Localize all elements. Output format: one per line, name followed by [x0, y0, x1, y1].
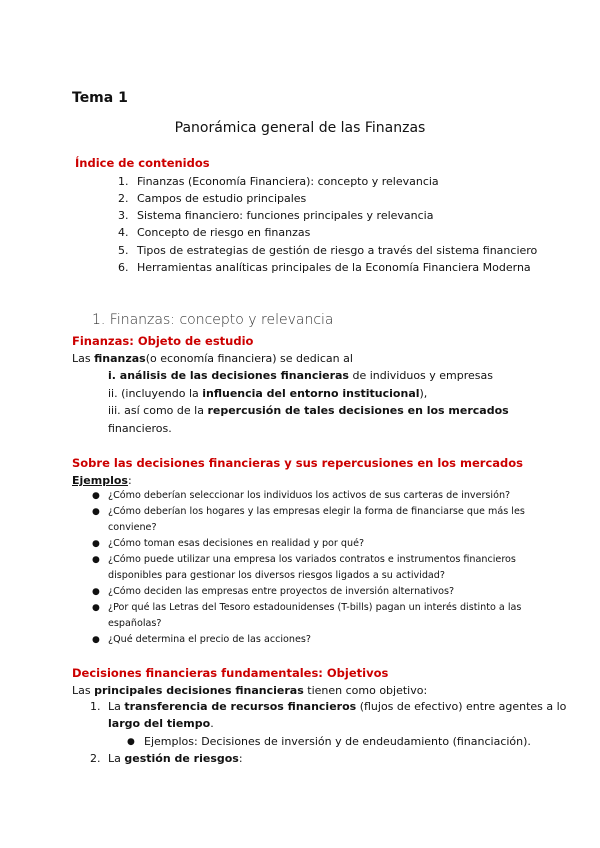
list-item: ¿Cómo toman esas decisiones en realidad y por qué?: [108, 538, 365, 549]
bullet-icon: ●: [92, 507, 100, 517]
decisiones-heading: Sobre las decisiones financieras y sus repercusiones en los mercados: [72, 456, 524, 470]
list-item-cont: españolas?: [108, 618, 162, 629]
index-item: Campos de estudio principales: [137, 192, 307, 205]
page-title: Panorámica general de las Finanzas: [174, 120, 426, 136]
objeto-line-5: financieros.: [108, 422, 172, 435]
index-item: Sistema financiero: funciones principales y relevancia: [137, 209, 434, 222]
list-item-cont: disponibles para gestionar los diversos riesgos ligados a su actividad?: [108, 570, 445, 581]
bullet-icon: ●: [92, 603, 100, 613]
bullet-icon: ●: [92, 635, 100, 645]
objeto-line-4: iii. así como de la repercusión de tales decisiones en los mercados: [108, 404, 509, 417]
fundamentales-heading: Decisiones financieras fundamentales: Objetivos: [72, 666, 389, 680]
bullet-icon: ●: [92, 539, 100, 549]
objeto-line-2: i. análisis de las decisiones financieras de individuos y empresas: [108, 369, 493, 382]
ejemplos-label: Ejemplos:: [72, 474, 132, 487]
fundamentales-item-1: La transferencia de recursos financieros (flujos de efectivo) entre agentes a lo: [108, 700, 567, 713]
list-item: ¿Por qué las Letras del Tesoro estadounidenses (T-bills) pagan un interés distinto a las: [108, 602, 522, 613]
objeto-line-3: ii. (incluyendo la influencia del entorno institucional),: [108, 387, 428, 400]
fundamentales-item-1-cont: largo del tiempo.: [108, 717, 214, 730]
index-num: 2.: [118, 192, 129, 205]
bullet-icon: ●: [92, 587, 100, 597]
index-num: 1.: [118, 175, 129, 188]
fundamentales-intro: Las principales decisiones financieras tienen como objetivo:: [72, 684, 428, 697]
index-item: Concepto de riesgo en finanzas: [137, 226, 311, 239]
list-item: ¿Qué determina el precio de las acciones?: [108, 634, 312, 645]
index-num: 5.: [118, 244, 129, 257]
objeto-heading: Finanzas: Objeto de estudio: [72, 334, 254, 348]
index-num: 4.: [118, 226, 129, 239]
index-item: Finanzas (Economía Financiera): concepto y relevancia: [137, 175, 439, 188]
list-num: 2.: [90, 752, 101, 765]
list-item-cont: conviene?: [108, 522, 157, 533]
section-heading: 1. Finanzas: concepto y relevancia: [92, 312, 334, 328]
index-num: 3.: [118, 209, 129, 222]
bullet-icon: ●: [127, 737, 135, 747]
list-item: ¿Cómo deberían los hogares y las empresas elegir la forma de financiarse que más les: [108, 506, 525, 517]
list-item: ¿Cómo deberían seleccionar los individuos los activos de sus carteras de inversión?: [108, 490, 511, 501]
bullet-icon: ●: [92, 555, 100, 565]
fundamentales-item-2: La gestión de riesgos:: [108, 752, 243, 765]
index-heading: Índice de contenidos: [75, 156, 210, 170]
bullet-icon: ●: [92, 491, 100, 501]
index-item: Herramientas analíticas principales de la Economía Financiera Moderna: [137, 261, 531, 274]
tema-label: Tema 1: [72, 90, 128, 106]
index-item: Tipos de estrategias de gestión de riesgo a través del sistema financiero: [137, 244, 538, 257]
list-item: ¿Cómo deciden las empresas entre proyectos de inversión alternativos?: [108, 586, 455, 597]
fundamentales-subitem: Ejemplos: Decisiones de inversión y de endeudamiento (financiación).: [144, 735, 531, 748]
list-num: 1.: [90, 700, 101, 713]
objeto-line-1: Las finanzas(o economía financiera) se dedican al: [72, 352, 353, 365]
index-num: 6.: [118, 261, 129, 274]
list-item: ¿Cómo puede utilizar una empresa los variados contratos e instrumentos financieros: [108, 554, 516, 565]
